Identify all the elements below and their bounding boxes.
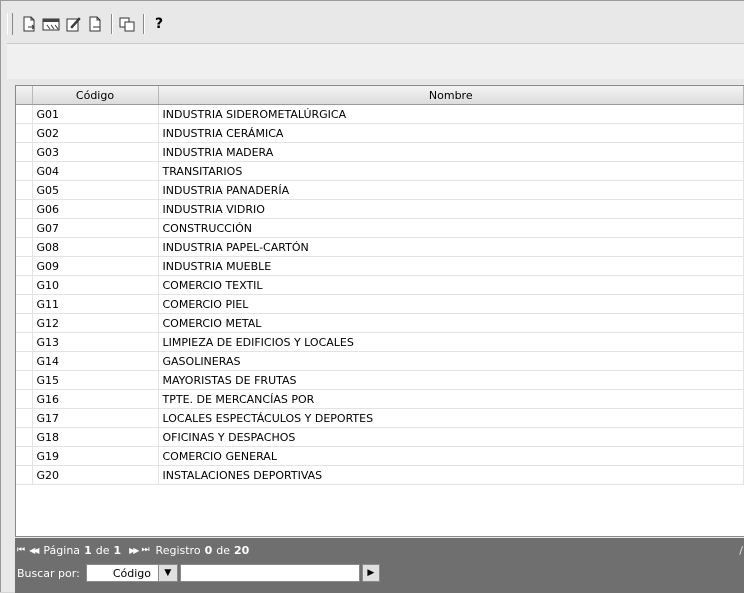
row-selector[interactable] — [16, 390, 32, 409]
cell-codigo[interactable]: G08 — [32, 238, 158, 257]
record-number: 0 — [204, 543, 213, 557]
table-row[interactable] — [16, 219, 744, 238]
cell-nombre[interactable]: OFICINAS Y DESPACHOS — [158, 428, 744, 447]
cell-nombre[interactable]: INSTALACIONES DEPORTIVAS — [158, 466, 744, 485]
row-selector[interactable] — [16, 276, 32, 295]
table-row[interactable] — [16, 409, 744, 428]
cell-codigo[interactable]: G17 — [32, 409, 158, 428]
record-total: 20 — [233, 543, 250, 557]
row-selector[interactable] — [16, 428, 32, 447]
table-row[interactable] — [16, 371, 744, 390]
cell-nombre[interactable]: COMERCIO PIEL — [158, 295, 744, 314]
record-label: Registro — [155, 543, 201, 557]
cell-codigo[interactable]: G01 — [32, 105, 158, 124]
cell-nombre[interactable]: COMERCIO TEXTIL — [158, 276, 744, 295]
next-page-icon[interactable]: ▶▶ — [129, 545, 138, 555]
edit-document-icon[interactable] — [63, 14, 83, 34]
cell-codigo[interactable]: G20 — [32, 466, 158, 485]
first-page-icon[interactable]: ⏮ — [17, 545, 26, 555]
row-selector[interactable] — [16, 314, 32, 333]
table-row[interactable] — [16, 257, 744, 276]
cell-codigo[interactable]: G16 — [32, 390, 158, 409]
table-row[interactable] — [16, 428, 744, 447]
previous-page-icon[interactable]: ◀◀ — [29, 545, 38, 555]
cell-nombre[interactable]: TRANSITARIOS — [158, 162, 744, 181]
data-grid — [15, 85, 744, 537]
help-icon[interactable] — [149, 14, 169, 34]
table-row[interactable] — [16, 181, 744, 200]
toolbar-grip[interactable] — [7, 13, 13, 35]
table-row[interactable] — [16, 447, 744, 466]
cell-nombre[interactable]: INDUSTRIA SIDEROMETALÚRGICA — [158, 105, 744, 124]
cell-nombre[interactable]: INDUSTRIA PAPEL-CARTÓN — [158, 238, 744, 257]
cell-codigo[interactable]: G07 — [32, 219, 158, 238]
table-row[interactable] — [16, 200, 744, 219]
table-row[interactable] — [16, 162, 744, 181]
last-page-icon[interactable]: ⏭ — [141, 545, 150, 555]
cell-codigo[interactable]: G02 — [32, 124, 158, 143]
row-selector[interactable] — [16, 257, 32, 276]
cell-codigo[interactable]: G03 — [32, 143, 158, 162]
row-selector[interactable] — [16, 352, 32, 371]
cell-codigo[interactable]: G15 — [32, 371, 158, 390]
footer-corner-mark: / — [739, 544, 743, 557]
search-go-icon[interactable]: ▶ — [362, 564, 380, 582]
row-selector[interactable] — [16, 219, 32, 238]
cell-codigo[interactable]: G19 — [32, 447, 158, 466]
cell-codigo[interactable]: G12 — [32, 314, 158, 333]
table-row[interactable] — [16, 105, 744, 124]
row-selector[interactable] — [16, 466, 32, 485]
row-selector[interactable] — [16, 295, 32, 314]
cell-nombre[interactable]: COMERCIO GENERAL — [158, 447, 744, 466]
table-row[interactable] — [16, 466, 744, 485]
cell-nombre[interactable]: INDUSTRIA CERÁMICA — [158, 124, 744, 143]
cell-codigo[interactable]: G18 — [32, 428, 158, 447]
table-row[interactable] — [16, 352, 744, 371]
table-row[interactable] — [16, 295, 744, 314]
page-of-label: de — [95, 543, 110, 557]
row-selector[interactable] — [16, 409, 32, 428]
row-selector[interactable] — [16, 124, 32, 143]
cell-nombre[interactable]: TPTE. DE MERCANCÍAS POR — [158, 390, 744, 409]
help-glyph: ? — [154, 16, 164, 32]
page-label: Página — [43, 543, 81, 557]
cell-nombre[interactable]: INDUSTRIA MUEBLE — [158, 257, 744, 276]
new-document-icon[interactable] — [19, 14, 39, 34]
record-of-label: de — [216, 543, 230, 557]
cell-nombre[interactable]: GASOLINERAS — [158, 352, 744, 371]
search-field-select[interactable] — [86, 564, 178, 582]
column-header-codigo[interactable]: Código — [32, 86, 158, 105]
page-total: 1 — [113, 543, 122, 557]
row-selector[interactable] — [16, 181, 32, 200]
cell-nombre[interactable]: LOCALES ESPECTÁCULOS Y DEPORTES — [158, 409, 744, 428]
row-selector[interactable] — [16, 200, 32, 219]
row-selector[interactable] — [16, 333, 32, 352]
chevron-down-icon[interactable]: ▼ — [158, 565, 177, 581]
table-row[interactable] — [16, 143, 744, 162]
cell-codigo[interactable]: G11 — [32, 295, 158, 314]
column-header-nombre[interactable]: Nombre — [158, 86, 744, 105]
cell-codigo[interactable]: G05 — [32, 181, 158, 200]
toolbar-separator — [111, 14, 113, 34]
filter-strip — [7, 43, 744, 79]
row-selector[interactable] — [16, 238, 32, 257]
table-row[interactable] — [16, 238, 744, 257]
search-by-label: Buscar por: — [17, 566, 80, 580]
row-selector[interactable] — [16, 162, 32, 181]
search-bar — [17, 563, 380, 583]
toolbar — [7, 11, 171, 37]
table-row[interactable] — [16, 333, 744, 352]
row-selector[interactable] — [16, 447, 32, 466]
cell-nombre[interactable]: CONSTRUCCIÓN — [158, 219, 744, 238]
cell-nombre[interactable]: INDUSTRIA PANADERÍA — [158, 181, 744, 200]
table-row[interactable] — [16, 390, 744, 409]
search-field-value: Código — [112, 566, 151, 580]
row-selector-header — [16, 86, 32, 105]
row-selector[interactable] — [16, 371, 32, 390]
row-selector[interactable] — [16, 105, 32, 124]
cell-nombre[interactable]: MAYORISTAS DE FRUTAS — [158, 371, 744, 390]
pager — [17, 542, 253, 558]
table-row[interactable] — [16, 124, 744, 143]
table-edit-icon[interactable] — [41, 14, 61, 34]
table-row[interactable] — [16, 314, 744, 333]
cell-codigo[interactable]: G10 — [32, 276, 158, 295]
cell-codigo[interactable]: G14 — [32, 352, 158, 371]
grid-table — [16, 86, 744, 485]
cell-codigo[interactable]: G04 — [32, 162, 158, 181]
cell-codigo[interactable]: G09 — [32, 257, 158, 276]
cell-codigo[interactable]: G06 — [32, 200, 158, 219]
table-row[interactable] — [16, 276, 744, 295]
toolbar-separator — [143, 14, 145, 34]
cell-nombre[interactable]: INDUSTRIA VIDRIO — [158, 200, 744, 219]
row-selector[interactable] — [16, 143, 32, 162]
cell-codigo[interactable]: G13 — [32, 333, 158, 352]
search-input[interactable] — [180, 564, 360, 582]
cell-nombre[interactable]: LIMPIEZA DE EDIFICIOS Y LOCALES — [158, 333, 744, 352]
export-document-icon[interactable] — [85, 14, 105, 34]
cell-nombre[interactable]: INDUSTRIA MADERA — [158, 143, 744, 162]
cell-nombre[interactable]: COMERCIO METAL — [158, 314, 744, 333]
page-number: 1 — [84, 543, 92, 557]
footer-bar — [15, 538, 744, 593]
copy-window-icon[interactable] — [117, 14, 137, 34]
